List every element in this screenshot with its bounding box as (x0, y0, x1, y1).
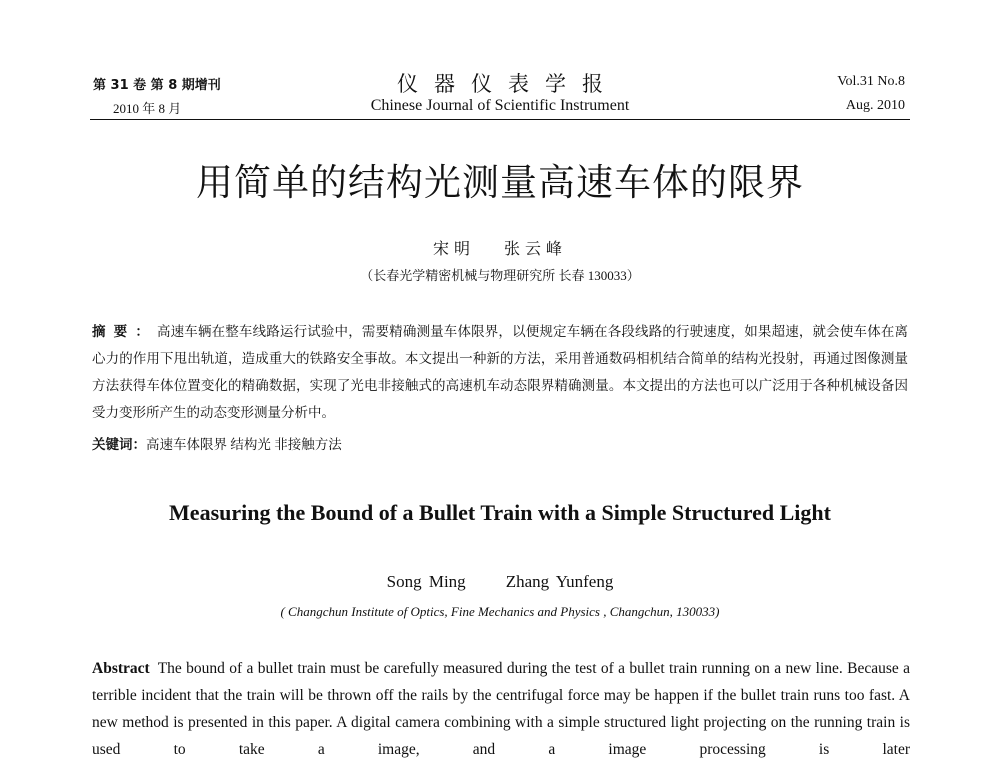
abstract-zh-text: 高速车辆在整车线路运行试验中，需要精确测量车体限界，以便规定车辆在各段线路的行驶速度，如果超速，就会使车体在离心力的作用下甩出轨道，造成重大的铁路安全事故。本文提出一种新的方法，采用普通数码相机结合简单的结构光投射，再通过图像测量方法获得车体位置变化的精确数据，实现了光电非接触式的高速机车动态限界精确测量。本文提出的方法也可以广泛用于各种机械设备因受力变形所产生的动态变形测量分析中。 (92, 324, 909, 420)
keywords-zh-text: 高速车体限界 结构光 非接触方法 (146, 437, 342, 452)
issue-date-en: Aug. 2010 (845, 98, 905, 113)
header-rule (90, 119, 910, 120)
keywords-zh-label: 关键词： (92, 437, 146, 452)
title-zh: 用简单的结构光测量高速车体的限界 (196, 161, 804, 204)
abstract-en-text: The bound of a bullet train must be carefully measured during the test of a bullet train running on a new line. Because a terrible incident that the train will be thrown off the rails by the centrifugal force may be happen if the bullet train runs too fast. A new method is presented in this paper. A digital camera combining with a simple structured light projecting on the running train is used to take a image, and a image processing is later (92, 660, 910, 758)
journal-name-en: Chinese Journal of Scientific Instrument (370, 97, 630, 114)
keywords-zh (92, 433, 908, 453)
title-en: Measuring the Bound of a Bullet Train with a Simple Structured Light (169, 500, 831, 525)
author-en-2: Zhang Yunfeng (505, 572, 614, 591)
volume-number-en: Vol.31 No.8 (837, 74, 905, 89)
authors-en (0, 572, 1000, 592)
issue-date-zh: 2010 年 8 月 (113, 101, 182, 116)
author-en-1: Song Ming (386, 572, 466, 591)
journal-name-zh: 仪器仪表学报 (397, 72, 619, 96)
authors-zh: 宋明 张云峰 (432, 241, 567, 258)
volume-issue: 第 31 卷 第 8 期增刊 (93, 78, 221, 93)
affiliation-zh: （长春光学精密机械与物理研究所 长春 130033） (360, 268, 640, 283)
abstract-en-label: Abstract (92, 660, 150, 677)
abstract-en (92, 655, 910, 763)
abstract-zh-label: 摘要： (92, 324, 157, 339)
abstract-zh (92, 318, 908, 426)
affiliation-en: ( Changchun Institute of Optics, Fine Mechanics and Physics , Changchun, 130033) (280, 604, 720, 619)
